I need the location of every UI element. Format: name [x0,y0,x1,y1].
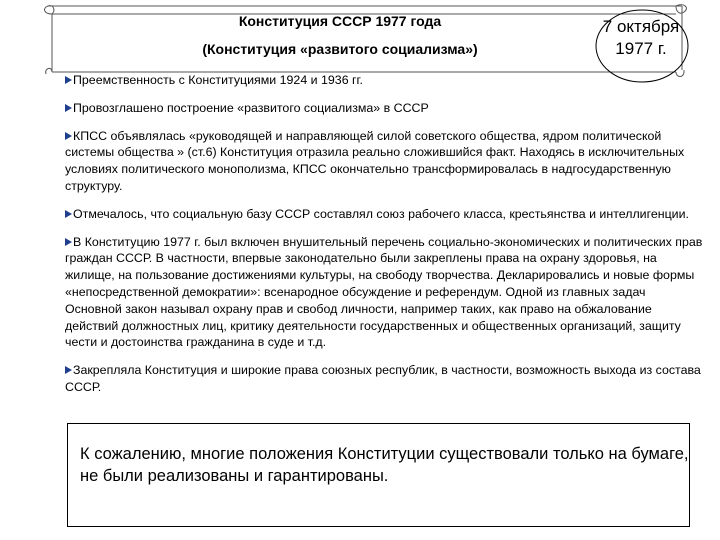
bullet-item [65,100,705,117]
bullet-item [65,128,705,195]
bullet-item [65,72,705,89]
bullet-marker-icon [65,366,72,374]
bullet-text: В Конституцию 1977 г. был включен внушительный перечень социально-экономических и политических прав граждан СССР. В частности, впервые законодательно были закреплены права на охрану здоровья, на жилище, на пользование достижениями культуры, на свободу творчества. Декларировались и новые формы «непосредственной демократии»: всенародное обсуждение и референдум. Одной из главных задач Основной закон называл охрану прав и свобод личности, например таких, как право на обжалование действий должностных лиц, критику деятельности государственных и общественных организаций, защиту чести и достоинства гражданина в суде и т.д. [65,234,703,350]
bullet-item [65,234,705,352]
page-subtitle: (Конституция «развитого социализма») [202,41,478,57]
date-label [593,16,689,60]
bullet-text: Провозглашено построение «развитого социализма» в СССР [73,100,429,115]
bullet-marker-icon [65,210,72,218]
page-title: Конституция СССР 1977 года [238,13,442,29]
date-line-1: 7 октября [602,17,680,36]
bullet-text: Отмечалось, что социальную базу СССР составлял союз рабочего класса, крестьянства и интеллигенции. [73,206,689,221]
bullet-text: КПСС объявлялась «руководящей и направляющей силой советского общества, ядром политической системы общества » (ст.6) Конституция отразила реально сложившийся факт. Находясь в исключительных условиях политического монополизма, КПСС окончательно трансформировалась в надгосударственную структуру. [65,128,685,193]
bullet-text: Преемственность с Конституциями 1924 и 1936 гг. [73,73,363,87]
bullet-marker-icon [65,104,72,112]
bullet-item [65,206,705,223]
bullet-marker-icon [65,132,72,140]
bullet-list [65,72,705,396]
bullet-marker-icon [65,76,72,84]
bullet-text: Закрепляла Конституция и широкие права союзных республик, в частности, возможность выхода из состава СССР. [65,363,701,394]
note-text: К сожалению, многие положения Конституции существовали только на бумаге, не были реализованы и гарантированы. [80,445,689,485]
date-line-2: 1977 г. [615,39,667,58]
bullet-item [65,362,705,396]
bullet-marker-icon [65,238,72,246]
